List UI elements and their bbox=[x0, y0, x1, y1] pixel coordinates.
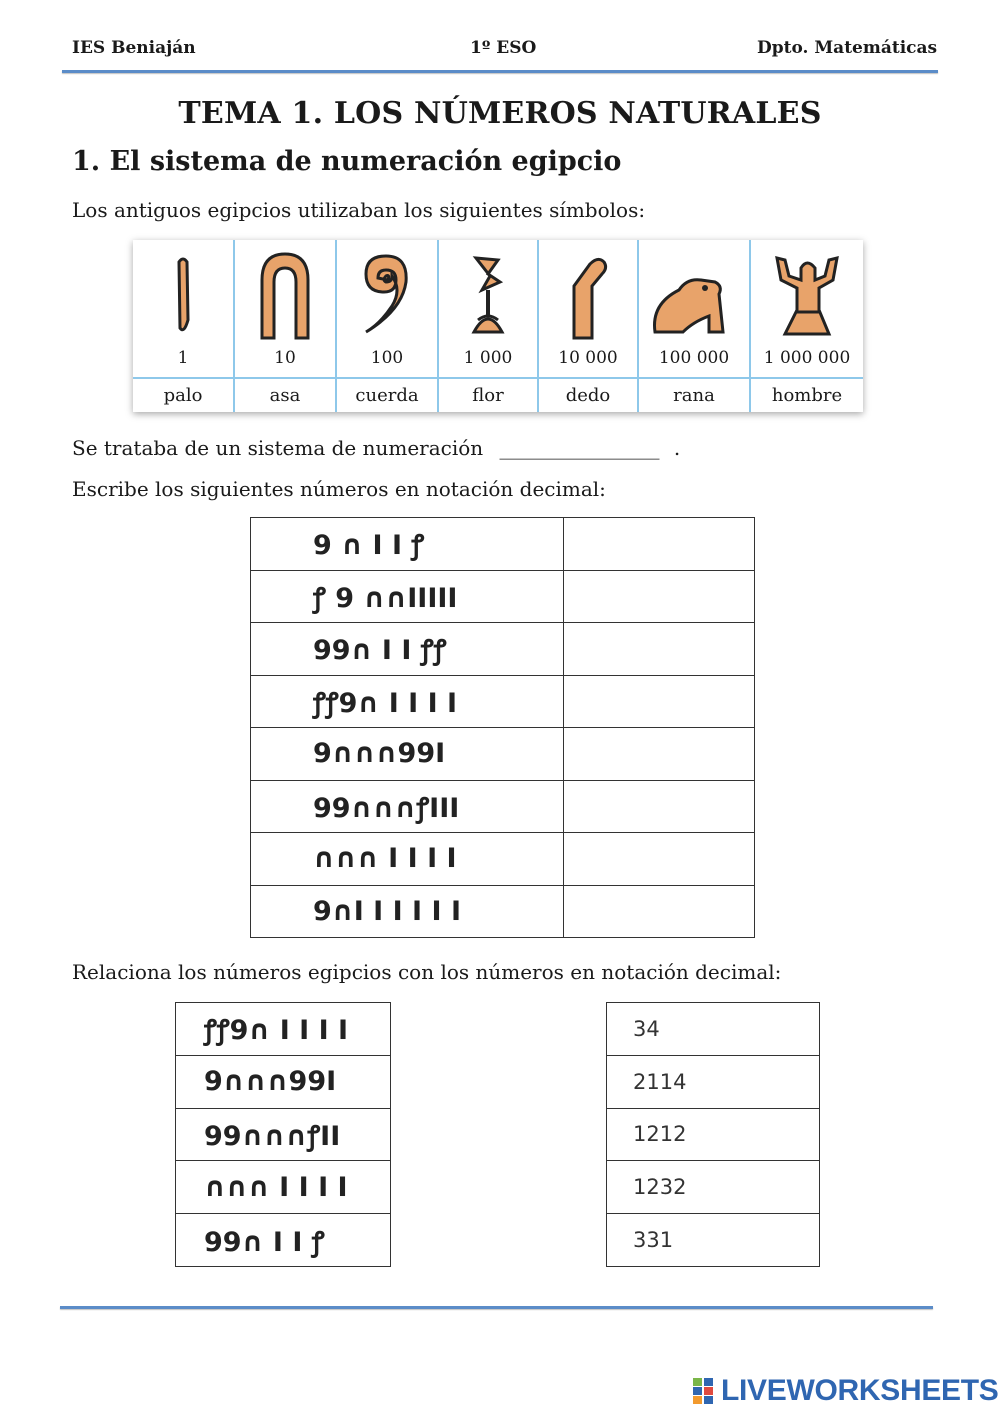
symbol-cell bbox=[337, 240, 439, 412]
symbol-value: 100 bbox=[370, 348, 404, 368]
decimal-answer-input[interactable] bbox=[564, 728, 755, 781]
egyptian-number-match-item[interactable]: 99∩ I I ꝭ bbox=[176, 1214, 391, 1267]
header-department: Dpto. Matemáticas bbox=[757, 38, 938, 58]
symbol-cell bbox=[439, 240, 539, 412]
table-row bbox=[607, 1003, 820, 1056]
egyptian-number-match-item[interactable]: ꝭꝭ9∩ I I I I bbox=[176, 1003, 391, 1056]
finger-icon bbox=[539, 250, 637, 340]
symbol-name: hombre bbox=[771, 385, 843, 406]
symbol-value: 1 000 bbox=[463, 348, 513, 368]
symbol-value: 10 000 bbox=[558, 348, 618, 368]
fill-blank-input[interactable]: ________________ bbox=[499, 436, 660, 460]
table-row bbox=[251, 833, 755, 886]
symbol-cell bbox=[235, 240, 337, 412]
header-rule bbox=[62, 70, 938, 73]
egyptian-number-cell: ꝭꝭ9∩ I I I I bbox=[251, 675, 564, 728]
header-school: IES Beniaján bbox=[72, 38, 196, 58]
page-title: TEMA 1. LOS NÚMEROS NATURALES bbox=[178, 96, 822, 131]
table-row bbox=[251, 570, 755, 623]
rope-coil-icon bbox=[337, 250, 437, 340]
symbol-name: asa bbox=[269, 385, 301, 406]
liveworksheets-logo-icon bbox=[692, 1376, 718, 1406]
decimal-answer-input[interactable] bbox=[564, 518, 755, 571]
decimal-number-match-item[interactable]: 1212 bbox=[607, 1108, 820, 1161]
exercise1-instruction: Escribe los siguientes números en notación decimal: bbox=[72, 477, 606, 501]
egyptian-number-cell: ꝭ 9 ∩∩IIIII bbox=[251, 570, 564, 623]
table-row bbox=[251, 675, 755, 728]
decimal-answer-input[interactable] bbox=[564, 570, 755, 623]
decimal-answer-input[interactable] bbox=[564, 623, 755, 676]
liveworksheets-logo bbox=[692, 1374, 999, 1408]
table-row bbox=[176, 1003, 391, 1056]
symbol-value: 100 000 bbox=[658, 348, 730, 368]
kneeling-man-icon bbox=[751, 250, 863, 340]
table-row bbox=[251, 780, 755, 833]
egyptian-number-cell: 9∩∩∩99I bbox=[251, 728, 564, 781]
table-row bbox=[607, 1161, 820, 1214]
symbol-name: palo bbox=[163, 385, 203, 406]
table-row bbox=[176, 1055, 391, 1108]
fill-sentence-text: Se trataba de un sistema de numeración bbox=[72, 436, 484, 460]
section-heading: 1. El sistema de numeración egipcio bbox=[72, 146, 622, 177]
symbol-cell bbox=[751, 240, 863, 412]
egyptian-number-match-item[interactable]: 99∩∩∩ꝭII bbox=[176, 1108, 391, 1161]
egyptian-number-match-item[interactable]: ∩∩∩ I I I I bbox=[176, 1161, 391, 1214]
egyptian-number-cell: 9∩I I I I I I bbox=[251, 885, 564, 938]
symbol-table bbox=[133, 240, 863, 412]
decimal-number-match-item[interactable]: 331 bbox=[607, 1214, 820, 1267]
decimal-number-match-item[interactable]: 34 bbox=[607, 1003, 820, 1056]
egyptian-number-cell: 99∩∩∩ꝭIII bbox=[251, 780, 564, 833]
table-row bbox=[251, 728, 755, 781]
symbol-value: 1 bbox=[177, 348, 189, 368]
table-row bbox=[176, 1214, 391, 1267]
symbol-name: dedo bbox=[565, 385, 611, 406]
symbol-name: flor bbox=[472, 385, 504, 406]
table-row bbox=[251, 518, 755, 571]
decimal-number-match-item[interactable]: 1232 bbox=[607, 1161, 820, 1214]
fill-sentence-period: . bbox=[673, 436, 681, 460]
matching-glyph-table bbox=[175, 1002, 391, 1267]
egyptian-number-cell: ∩∩∩ I I I I bbox=[251, 833, 564, 886]
table-row bbox=[251, 623, 755, 676]
table-row bbox=[176, 1161, 391, 1214]
decimal-answer-input[interactable] bbox=[564, 675, 755, 728]
symbol-value: 10 bbox=[274, 348, 296, 368]
symbol-name: cuerda bbox=[355, 385, 419, 406]
header-course: 1º ESO bbox=[470, 38, 537, 58]
heel-bone-icon bbox=[235, 250, 335, 340]
decimal-answer-input[interactable] bbox=[564, 833, 755, 886]
liveworksheets-logo-text: LIVEWORKSHEETS bbox=[721, 1374, 999, 1407]
egyptian-number-match-item[interactable]: 9∩∩∩99I bbox=[176, 1055, 391, 1108]
symbol-value: 1 000 000 bbox=[763, 348, 851, 368]
decimal-answer-input[interactable] bbox=[564, 885, 755, 938]
table-row bbox=[607, 1214, 820, 1267]
table-row bbox=[251, 885, 755, 938]
symbol-cell bbox=[639, 240, 751, 412]
decimal-number-match-item[interactable]: 2114 bbox=[607, 1055, 820, 1108]
table-row bbox=[607, 1108, 820, 1161]
matching-number-table bbox=[606, 1002, 820, 1267]
table-row bbox=[176, 1108, 391, 1161]
decimal-answer-input[interactable] bbox=[564, 780, 755, 833]
staff-icon bbox=[133, 250, 233, 340]
footer-rule bbox=[60, 1306, 933, 1309]
egyptian-number-cell: 9 ∩ I I ꝭ bbox=[251, 518, 564, 571]
fill-sentence bbox=[72, 436, 680, 460]
symbol-name: rana bbox=[673, 385, 715, 406]
symbol-cell bbox=[539, 240, 639, 412]
frog-icon bbox=[639, 250, 749, 340]
exercise2-instruction: Relaciona los números egipcios con los números en notación decimal: bbox=[72, 960, 782, 984]
egyptian-number-cell: 99∩ I I ꝭꝭ bbox=[251, 623, 564, 676]
conversion-table bbox=[250, 517, 755, 938]
intro-text: Los antiguos egipcios utilizaban los siguientes símbolos: bbox=[72, 198, 646, 222]
lotus-flower-icon bbox=[439, 250, 537, 340]
symbol-cell bbox=[133, 240, 235, 412]
table-row bbox=[607, 1055, 820, 1108]
